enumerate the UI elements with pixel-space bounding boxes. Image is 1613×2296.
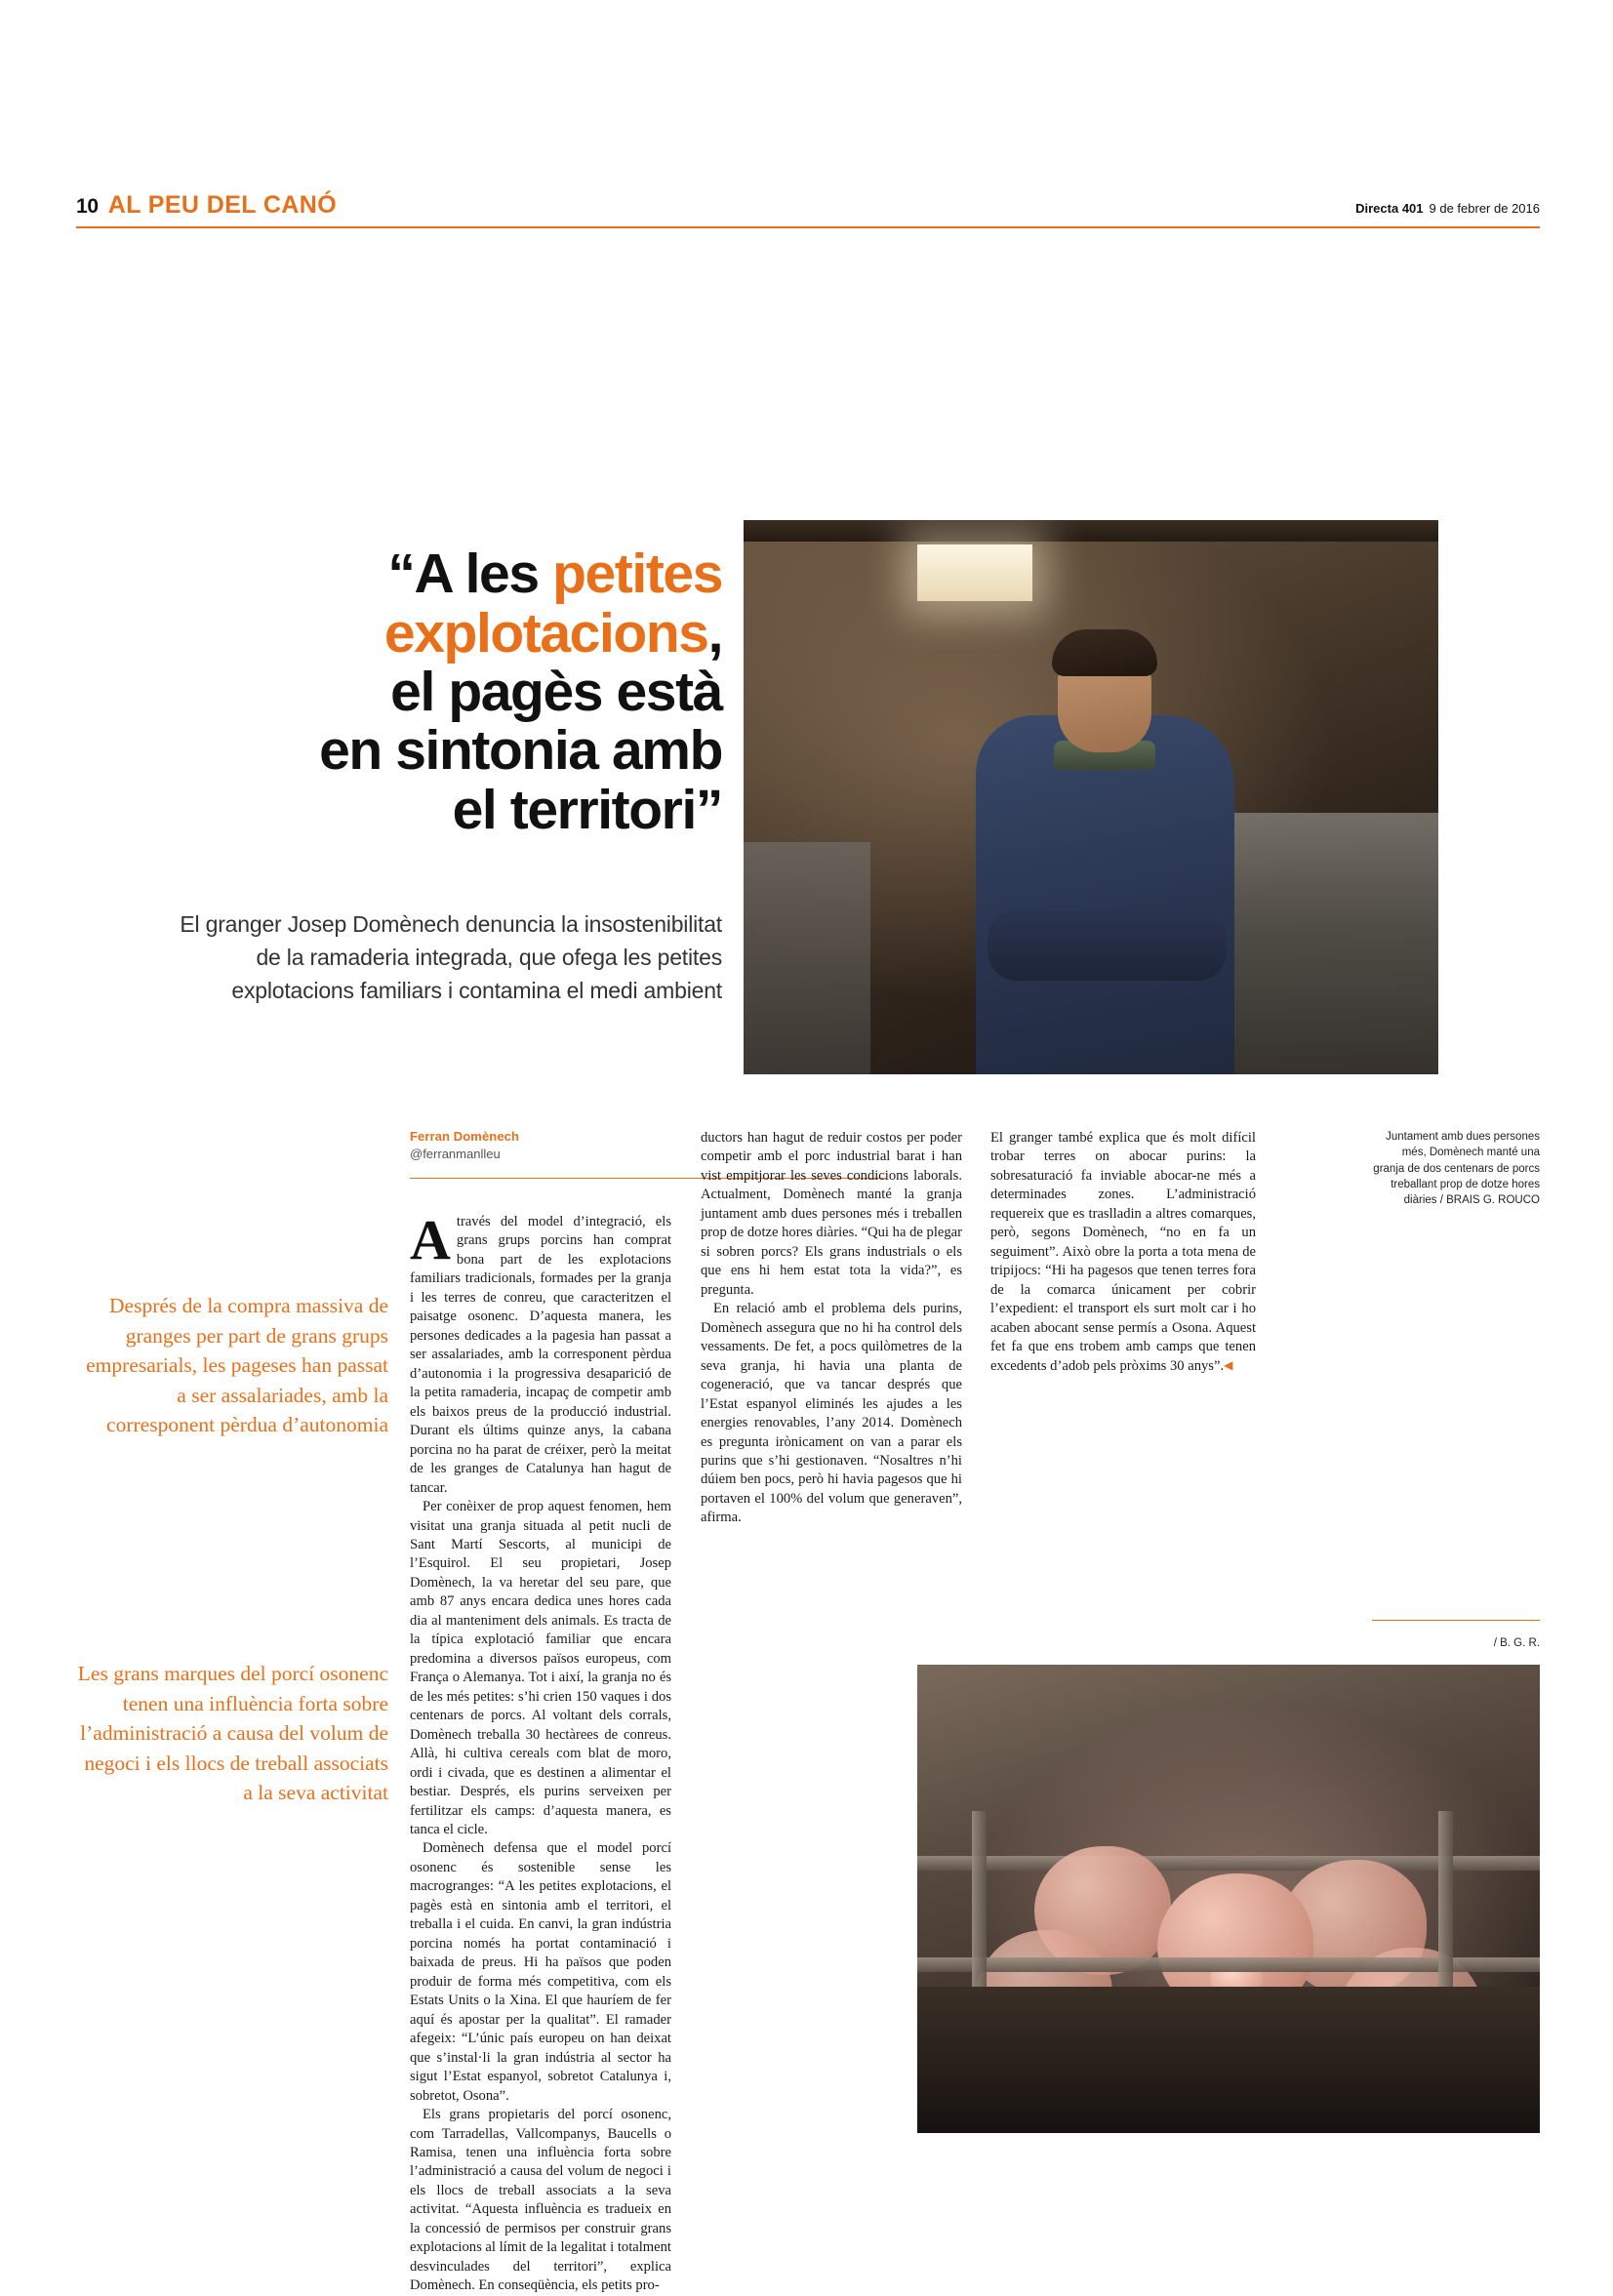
caption-credit: / BRAIS G. ROUCO <box>1439 1194 1540 1207</box>
photo-floor <box>917 1987 1540 2133</box>
caption-top-photo <box>1372 1129 1540 1209</box>
masthead <box>76 191 1540 220</box>
byline-handle[interactable]: @ferranmanlleu <box>410 1147 501 1161</box>
headline-line-1-b: petites <box>552 543 722 606</box>
photo-pen-rail-right <box>1202 813 1438 1074</box>
page-folio: 10 <box>76 195 99 218</box>
caption-text: Juntament amb dues persones més, Domènech manté una granja de dos centenars de porcs treballant prop de dotze hores diàries <box>1373 1131 1540 1207</box>
body-text: El granger també explica que és molt difícil trobar terres on abocar purins: la sobresaturació fa inviable abocar-ne més a determinades zones. L’administració requereix que es traslladin a altres comarques, però, segons Domènech, “no en fa un seguiment”. Això obre la porta a tota mena de tripijocs: “Hi ha pagesos que tenen terres fora de la comarca únicament per cobrir l’expedient: el transport els surt molt car i ho acaben abocant sense permís a Osona. Aquest fet fa que ens trobem amb camps que tenen excedents d’adob pels pròxims 30 anys”. <box>990 1130 1256 1374</box>
pull-quote-1: Després de la compra massiva de granges per part de grans grups empresarials, les pageses han passat a ser assalariades, amb la corresponent pèrdua d’autonomia <box>86 1294 388 1437</box>
byline <box>410 1129 600 1161</box>
drop-cap: A <box>410 1208 451 1271</box>
body-column-1 <box>410 1208 671 2296</box>
section-title: AL PEU DEL CANÓ <box>107 191 338 219</box>
caption-bottom-photo: / B. G. R. <box>1493 1637 1540 1649</box>
end-mark: ◀ <box>1224 1357 1233 1372</box>
body-column-3 <box>990 1129 1256 1376</box>
photo-window <box>917 544 1032 601</box>
body-paragraph: Per conèixer de prop aquest fenomen, hem visitat una granja situada al petit nucli de Sant Martí Sescorts, al municipi de l’Esquirol. El seu propietari, Josep Domènech, la va heretar del seu pare, que amb 87 anys encara dedica unes hores cada dia al manteniment dels animals. Es tracta de la típica explotació familiar que encara predomina a diversos països europeus, com França o Alemanya. Tot i així, la granja no és de les més petites: s’hi crien 150 vaques i dos centenars de porcs. Al voltant dels corrals, Domènech treballa 30 hectàrees de conreus. Allà, hi cultiva cereals com blat de moro, ordi i civada, que es destinen a alimentar el bestiar. Després, els purins serveixen per fertilitzar els camps: d’aquesta manera, es tanca el cicle. <box>410 1499 671 1837</box>
headline-line-4: en sintonia amb <box>319 719 722 783</box>
headline-line-3: el pagès està <box>390 661 722 723</box>
photo-beam <box>744 520 1438 542</box>
body-paragraph: Els grans propietaris del porcí osonenc, com Tarradellas, Vallcompanys, Baucells o Ramisa, tenen una influència forta sobre l’administració a causa del volum de negoci i els llocs de treball associats a la seva activitat. “Aquesta influència es tradueix en la concessió de permisos per construir grans explotacions al límit de la legalitat i totalment desvinculades del territori”, explica Domènech. En conseqüència, els petits pro- <box>410 2107 671 2294</box>
body-paragraph <box>410 1208 671 1498</box>
headline-line-5: el territori” <box>452 778 722 841</box>
publication-date: 9 de febrer de 2016 <box>1429 201 1540 216</box>
body-paragraph: Domènech defensa que el model porcí osonenc és sostenible sense les macrogranges: “A les petites explotacions, el pagès està en sintonia amb el territori, el treballa i el cuida. En canvi, la gran indústria porcina només ha portat contaminació i baixada de preus. Hi ha països que poden produir de forma més competitiva, com els Estats Units o la Xina. El que hauríem de fer aquí és apostar per la qualitat”. El ramader afegeix: “L’únic país europeu on han deixat que s’instal·li la gran indústria al sector ha sigut l’Estat espanyol, sobretot Catalunya i, sobretot, Osona”. <box>410 1840 671 2104</box>
masthead-meta <box>1355 201 1540 216</box>
caption-rule <box>1372 1620 1540 1621</box>
body-paragraph: ductors han hagut de reduir costos per poder competir amb el porc industrial barat i han vist empitjorar les seves condicions laborals. Actualment, Domènech manté la granja juntament amb dues persones més i treballen prop de dotze hores diàries. “Qui ha de plegar si sobren porcs? Els grans industrials o els que ens hi hem estat tota la vida?”, es pregunta. <box>701 1130 962 1298</box>
body-column-2 <box>701 1129 962 1528</box>
photo-farmer-portrait <box>744 520 1438 1074</box>
article-standfirst: El granger Josep Domènech denuncia la insostenibilitat de la ramaderia integrada, que ofega les petites explotacions familiars i contamina el medi ambient <box>180 911 722 1004</box>
headline-line-2: explotacions <box>383 601 708 665</box>
header-rule <box>76 226 1540 228</box>
headline-line-2-tail: , <box>707 601 722 665</box>
body-paragraph <box>990 1129 1256 1376</box>
headline-line-1-a: “A les <box>387 543 553 606</box>
pull-quote-2: Les grans marques del porcí osonenc tenen una influència forta sobre l’administració a causa del volum de negoci i els llocs de treball associats a la seva activitat <box>77 1662 388 1805</box>
photo-figure-hair <box>1052 629 1157 676</box>
byline-author: Ferran Domènech <box>410 1129 520 1144</box>
article-headline <box>146 544 722 839</box>
body-paragraph: En relació amb el problema dels purins, Domènech assegura que no hi ha control dels vessaments. De fet, a pocs quilòmetres de la seva granja, hi havia una planta de cogeneració, que va tancar després que l’Estat espanyol eliminés les ajudes a les energies renovables, l’any 2014. Domènech es pregunta irònicament on van a parar els purins que s’hi gestionaven. “Nosaltres n’hi dúiem ben pocs, però hi havia pagesos que hi portaven el 100% del volum que generaven”, afirma. <box>701 1301 962 1526</box>
publication-name: Directa 401 <box>1355 201 1424 216</box>
photo-piglets <box>917 1665 1540 2133</box>
photo-figure-arms <box>988 910 1227 981</box>
body-text: través del model d’integració, els grans grups porcins han comprat bona part de les explotacions familiars tradicionals, formades per la granja i les terres de conreu, que caracteritzen el paisatge osonenc. D’aquesta manera, les persones dedicades a la pagesia han passat a ser assalariades, amb la corresponent pèrdua d’autonomia i la progressiva desaparició de la petita ramaderia, incapaç de competir amb els baixos preus de la producció industrial. Durant els últims quinze anys, la cabana porcina no ha parat de créixer, però la meitat de les granges de Catalunya han hagut de tancar. <box>410 1214 671 1496</box>
photo-pen-rail-left <box>744 842 870 1074</box>
